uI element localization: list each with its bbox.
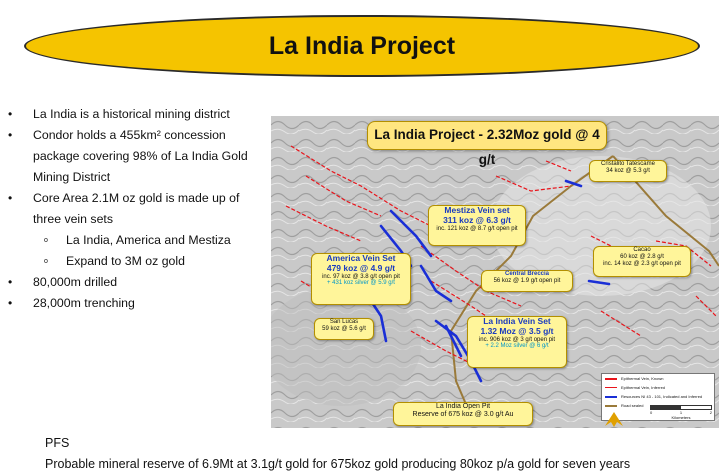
sub-bullet-item: o Expand to 3M oz gold [44,254,185,268]
legend-item: Resources NI 43 - 101, Indicated and Inferred [602,392,714,401]
legend-item: Epithermal Vein, Inferred [602,383,714,392]
title-banner [24,15,700,77]
legend-item: Road sealed [602,401,714,410]
mestiza-label: Mestiza Vein set 311 koz @ 6.3 g/t inc. 121 koz @ 8.7 g/t open pit [428,205,526,246]
cacao-label: Cacao 60 koz @ 2.8 g/t inc. 14 koz @ 2.3 g/t open pit [593,246,691,277]
company-logo-icon [603,408,625,428]
open-pit-label: La India Open Pit Reserve of 675 koz @ 3.0 g/t Au [393,402,533,426]
pfs-heading: PFS [45,436,70,450]
bullet-item: • La India is a historical mining district [8,107,230,121]
project-headline: La India Project - 2.32Moz gold @ 4 g/t [367,121,607,150]
bullet-item: • 80,000m drilled [8,275,118,289]
page-title: La India Project [268,31,456,60]
project-map [271,116,719,428]
cristalito-label: Cristalito Tatescame 34 koz @ 5.3 g/t [589,160,667,182]
scale-bar: 0 1 2 Kilometers [650,405,712,420]
legend-item: Epithermal Vein, Known [602,374,714,383]
la-india-vein-label: La India Vein Set 1.32 Moz @ 3.5 g/t inc. 906 koz @ 3 g/t open pit + 2.2 Moz silver @ 6 g/t [467,316,567,368]
sub-bullet-item: o La India, America and Mestiza [44,233,231,247]
bullet-item: • Core Area 2.1M oz gold is made up of three vein sets [8,191,240,226]
central-breccia-label: Central Breccia 56 koz @ 1.9 g/t open pit [481,270,573,292]
bullet-list [8,104,263,314]
pfs-description: Probable mineral reserve of 6.9Mt at 3.1g/t gold for 675koz gold producing 80koz p/a gold for seven years [45,457,631,471]
bullet-item: • Condor holds a 455km² concession package covering 98% of La India Gold Mining District [8,128,248,184]
bullet-item: • 28,000m trenching [8,296,135,310]
san-lucas-label: San Lucas 59 koz @ 5.6 g/t [314,318,374,340]
america-label: America Vein Set 479 koz @ 4.9 g/t inc. 97 koz @ 3.8 g/t open pit + 431 koz silver @ 5.9 g/t [311,253,411,305]
